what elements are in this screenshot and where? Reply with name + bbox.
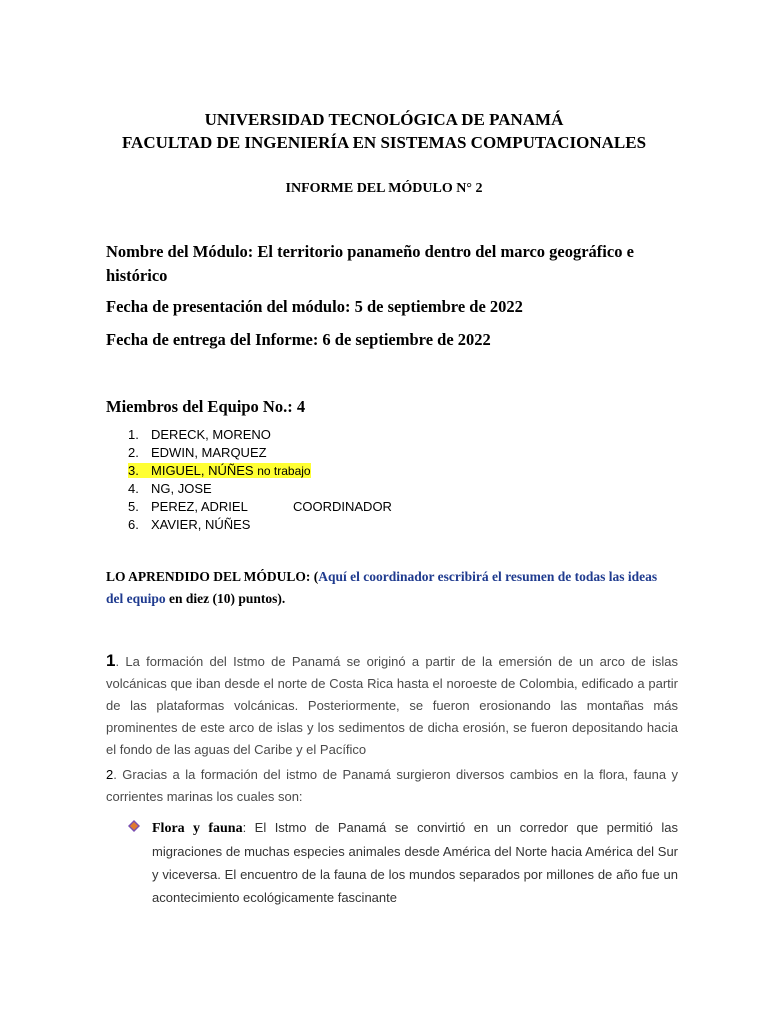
- delivery-date: Fecha de entrega del Informe: 6 de septiembre de 2022: [106, 330, 491, 349]
- highlighted-member: 3. MIGUEL, NÚÑES no trabajo: [128, 463, 311, 478]
- presentation-date: Fecha de presentación del módulo: 5 de septiembre de 2022: [106, 297, 523, 316]
- university-name: UNIVERSIDAD TECNOLÓGICA DE PANAMÁ: [204, 110, 564, 129]
- report-title: INFORME DEL MÓDULO N° 2: [285, 181, 483, 196]
- member-name: NG, JOSE: [151, 481, 212, 496]
- member-name: EDWIN, MARQUEZ: [151, 445, 267, 460]
- learned-heading: LO APRENDIDO DEL MÓDULO: (Aquí el coordinador escribirá el resumen de todas las ideas del equipo en diez (10) puntos).: [106, 569, 658, 606]
- list-item: 4. NG, JOSE: [128, 481, 212, 496]
- member-name: XAVIER, NÚÑES: [151, 517, 251, 532]
- member-name: PEREZ, ADRIEL: [151, 499, 248, 514]
- bullet-title: Flora y fauna: [152, 821, 243, 836]
- member-name: MIGUEL, NÚÑES: [151, 463, 254, 478]
- faculty-name: FACULTAD DE INGENIERÍA EN SISTEMAS COMPUTACIONALES: [121, 133, 647, 152]
- members-list: [128, 426, 392, 534]
- module-name: Nombre del Módulo: El territorio panameño dentro del marco geográfico e histórico: [106, 242, 634, 285]
- list-item: [128, 462, 311, 480]
- list-item: 5. PEREZ, ADRIEL COORDINADOR: [128, 499, 392, 514]
- instruction-text: Aquí el coordinador escribirá el resumen de todas las ideas del equipo: [106, 569, 658, 606]
- point-2: 2. Gracias a la formación del istmo de Panamá surgieron diversos cambios en la flora, fauna y corrientes marinas los cuales son:: [106, 767, 678, 804]
- point-1: 1. La formación del Istmo de Panamá se originó a partir de la emersión de un arco de islas volcánicas que iban desde el norte de Costa Rica hasta el noroeste de Colombia, edificado a partir de las plataformas volcánicas. Posteriormente, se fueron erosionando las montañas más prominentes de este arco de islas y los sedimentos de dicha erosión, se fueron depositando hacia el fondo de las aguas del Caribe y el Pacífico: [106, 651, 678, 757]
- list-item: 1. DERECK, MORENO: [128, 427, 271, 442]
- document-header: [0, 108, 768, 154]
- bullet-flora-fauna: Flora y fauna: El Istmo de Panamá se convirtió en un corredor que permitió las migraciones de muchas especies animales desde América del Norte hacia América del Sur y viceversa. El encuentro de la fauna de los mundos separados por millones de año fue un acontecimiento ecológicamente fascinante: [152, 820, 678, 905]
- member-role: COORDINADOR: [293, 499, 392, 514]
- member-name: DERECK, MORENO: [151, 427, 271, 442]
- diamond-bullet-icon: [128, 820, 140, 832]
- list-item: 2. EDWIN, MARQUEZ: [128, 445, 267, 460]
- member-note: no trabajo: [257, 464, 311, 478]
- list-item: 6. XAVIER, NÚÑES: [128, 517, 251, 532]
- team-heading: Miembros del Equipo No.: 4: [106, 397, 306, 416]
